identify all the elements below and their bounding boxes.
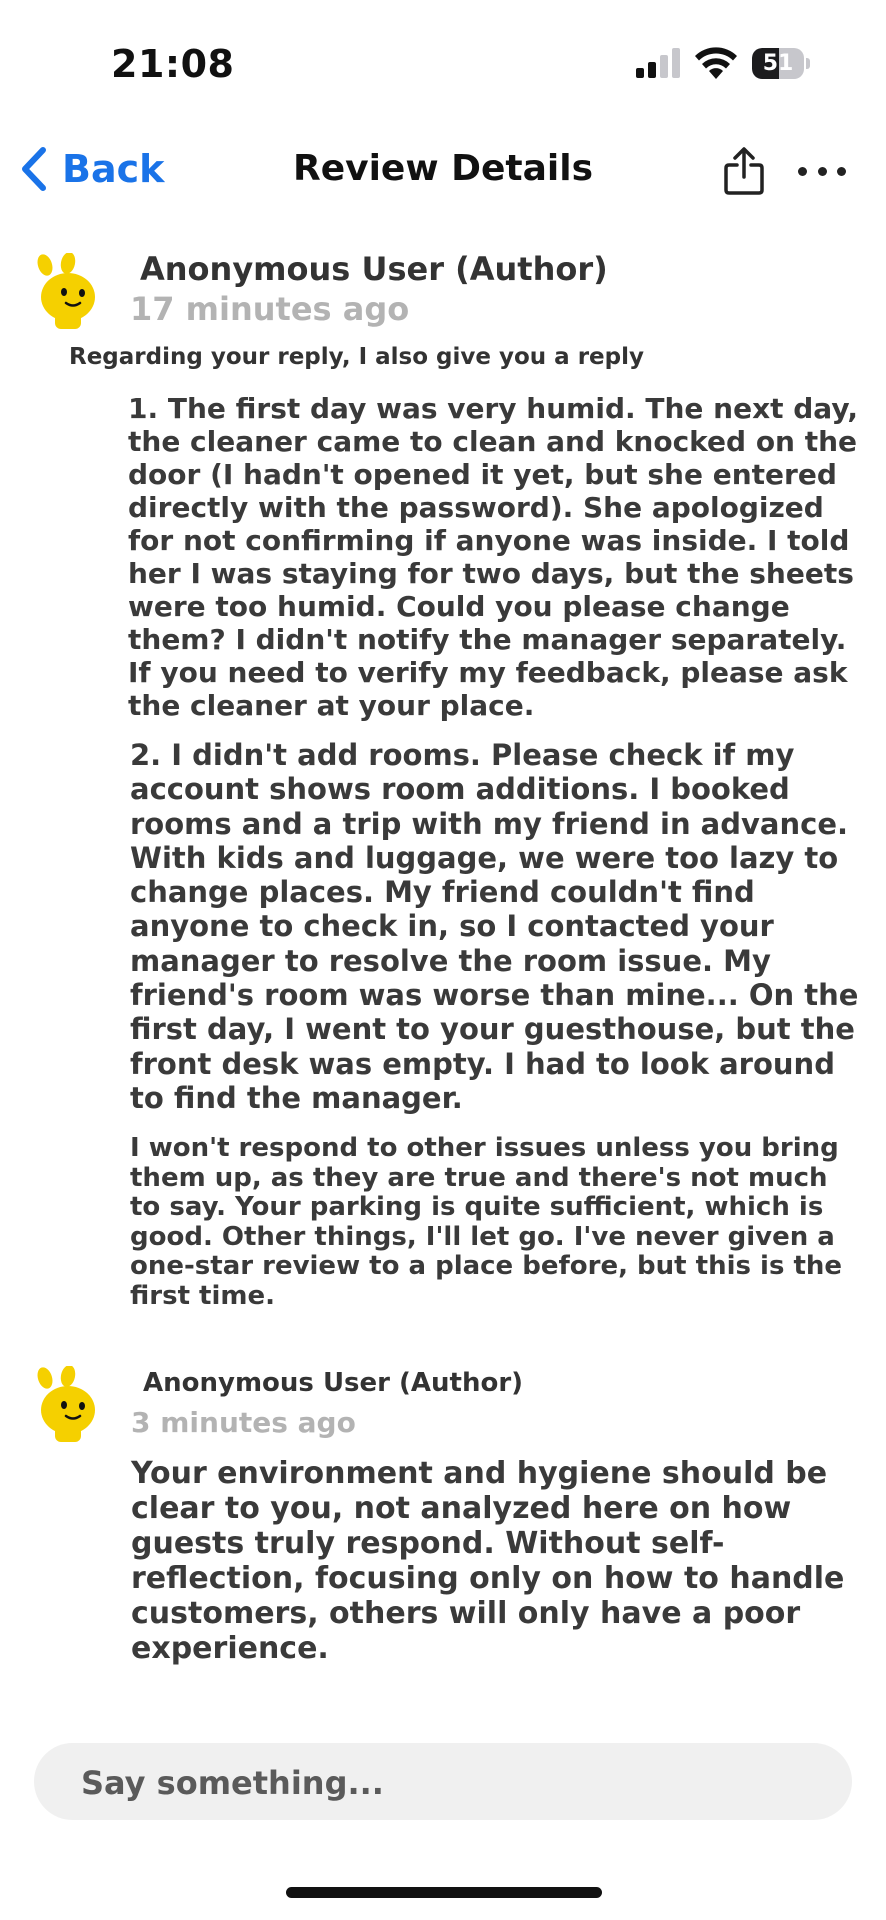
- comment-composer[interactable]: [34, 1743, 852, 1820]
- author-name[interactable]: Anonymous User (Author): [143, 1368, 524, 1398]
- wifi-icon: [695, 46, 737, 80]
- battery-indicator: [752, 48, 810, 79]
- timestamp: 17 minutes ago: [130, 290, 410, 328]
- back-label: Back: [62, 147, 165, 191]
- author-name[interactable]: Anonymous User (Author): [140, 250, 608, 288]
- more-options-button[interactable]: [798, 150, 846, 192]
- comment-input[interactable]: [79, 1743, 823, 1822]
- more-icon-dot: [798, 167, 807, 176]
- avatar[interactable]: [35, 1366, 105, 1442]
- battery-percentage: 51: [762, 51, 794, 76]
- back-button[interactable]: [18, 144, 164, 194]
- yellow-glove-mascot-icon: [35, 1366, 95, 1442]
- share-icon[interactable]: [723, 146, 765, 196]
- page-title: Review Details: [292, 148, 594, 189]
- comment-paragraph: Your environment and hygiene should be clear to you, not analyzed here on how guests truly respond. Without self-reflection, focusing only on how to handle customers, others will only have a poor experience.: [131, 1456, 845, 1666]
- yellow-glove-mascot-icon: [35, 253, 95, 329]
- comment-paragraph: 1. The first day was very humid. The next day, the cleaner came to clean and knocked on the door (I hadn't opened it yet, but she entered directly with the password). She apologized for not confirming if anyone was inside. I told her I was staying for two days, but the sheets were too humid. Could you please change them? I didn't notify the manager separately. If you need to verify my feedback, please ask the cleaner at your place.: [128, 392, 859, 722]
- home-indicator[interactable]: [286, 1887, 602, 1898]
- cellular-signal-icon: [636, 48, 682, 78]
- status-time: 21:08: [111, 42, 235, 86]
- timestamp: 3 minutes ago: [131, 1406, 356, 1439]
- more-icon-dot: [837, 167, 846, 176]
- comment-paragraph: I won't respond to other issues unless you bring them up, as they are true and there's not much to say. Your parking is quite sufficient, which is good. Other things, I'll let go. I've never given a one-star review to a place before, but this is the first time.: [130, 1133, 843, 1311]
- comment-paragraph: 2. I didn't add rooms. Please check if my account shows room additions. I booked rooms and a trip with my friend in advance. With kids and luggage, we were too lazy to change places. My friend couldn't find anyone to check in, so I contacted your manager to resolve the room issue. My friend's room was worse than mine... On the first day, I went to your guesthouse, but the front desk was empty. I had to look around to find the manager.: [130, 738, 859, 1115]
- avatar[interactable]: [35, 253, 105, 329]
- more-icon-dot: [818, 167, 827, 176]
- reply-header: Regarding your reply, I also give you a reply: [69, 344, 644, 370]
- chevron-left-icon: [18, 146, 48, 192]
